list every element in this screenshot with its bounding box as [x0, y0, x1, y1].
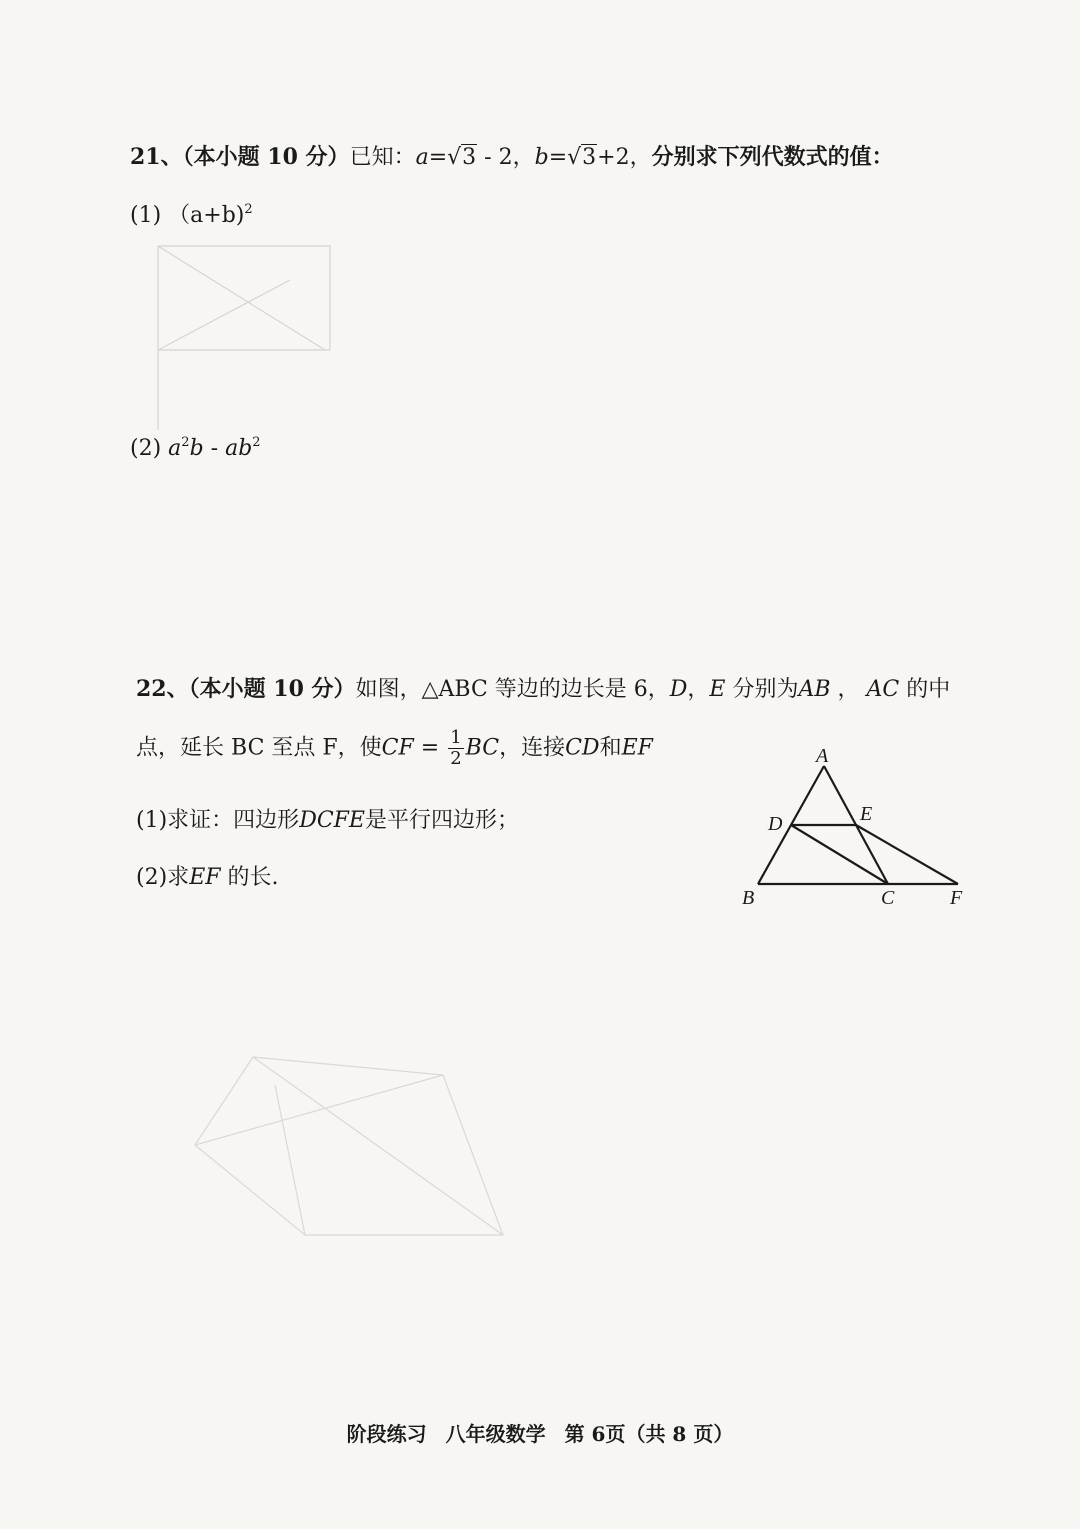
q21-minus2: - 2，	[477, 145, 535, 170]
label-A: A	[816, 745, 829, 767]
q22-part2-text: 求	[167, 865, 190, 890]
q22-line1-sep: ，	[830, 677, 867, 702]
q21-part2-minus: -	[203, 436, 226, 461]
label-F: F	[950, 887, 963, 909]
q22-line1-mid: 分别为	[725, 677, 799, 702]
q22-D: D	[669, 677, 688, 702]
q21-a: a	[415, 145, 429, 170]
q21-plus2: +2，	[597, 145, 652, 170]
q22-line1-text: 如图，△ABC 等边的边长是 6，	[355, 677, 670, 702]
footer-page: 第 6页（共 8 页）	[564, 1422, 734, 1446]
q22-fraction	[448, 728, 463, 769]
q21-eq1: =	[428, 145, 448, 170]
q22-number: 22、	[136, 676, 189, 702]
q21-sqrt-b	[567, 145, 597, 170]
fraction-numerator: 1	[450, 727, 462, 748]
sqrt-radicand: 3	[462, 145, 477, 170]
q22-part1-end: 是平行四边形；	[364, 808, 519, 833]
q21-b: b	[534, 145, 549, 170]
q21-part2-exp2: 2	[252, 435, 261, 450]
q21-header	[130, 140, 894, 171]
q22-part1	[136, 803, 519, 834]
q21-part2-exp1: 2	[181, 435, 190, 450]
q22-AB: AB	[798, 677, 831, 702]
q21-part2-ab: ab	[225, 436, 253, 461]
q22-BC: BC	[465, 735, 500, 761]
q21-part1-expr: （a+b)	[168, 203, 245, 228]
label-B: B	[742, 887, 755, 909]
q21-tail: 分别求下列代数式的值：	[651, 144, 894, 170]
q21-part1-label: (1)	[130, 203, 162, 228]
bleed-through-rectangle	[150, 240, 350, 440]
q21-part1-exp: 2	[244, 202, 253, 217]
q21-points: （本小题 10 分）	[182, 144, 350, 170]
q22-part2	[136, 860, 279, 891]
q22-EF: EF	[621, 735, 653, 761]
q21-number: 21、	[130, 144, 183, 170]
q21-part2-label: (2)	[130, 436, 162, 461]
q22-line2: 点，延长 BC 至点 F，使CF = $\frac{1}{2}$ BC，连接CD和EF	[136, 727, 653, 769]
bleed-through-parallelogram	[185, 1045, 525, 1245]
footer-grade: 八年级数学	[445, 1422, 546, 1446]
label-E: E	[860, 803, 873, 825]
q22-DCFE: DCFE	[299, 808, 365, 833]
triangle-figure	[730, 740, 980, 920]
q21-part1	[130, 198, 253, 229]
page-footer	[0, 1418, 1080, 1447]
q22-comma: ，	[687, 677, 710, 702]
sqrt-sign: √	[447, 145, 462, 170]
q22-part1-text: 求证：四边形	[167, 808, 300, 833]
q21-sqrt-a	[447, 145, 477, 170]
q22-part2-end: 的长.	[220, 865, 279, 890]
q22-part2-label: (2)	[136, 865, 168, 890]
q22-part2-ef: EF	[189, 865, 221, 890]
q22-AC: AC	[866, 677, 900, 702]
fraction-denominator: 2	[450, 748, 462, 769]
q21-part2-a: a	[168, 436, 182, 461]
sqrt-sign: √	[567, 145, 582, 170]
q22-line1	[136, 672, 950, 703]
q22-CF: CF	[381, 735, 414, 761]
q21-given: 已知：	[349, 145, 416, 170]
q22-part1-label: (1)	[136, 808, 168, 833]
q22-E: E	[709, 677, 726, 702]
q21-part2-b: b	[189, 436, 204, 461]
q21-eq2: =	[548, 145, 568, 170]
footer-course: 阶段练习	[346, 1422, 427, 1446]
q22-CD: CD	[565, 735, 600, 761]
q22-line2-end: ，连接	[499, 735, 566, 761]
label-C: C	[881, 887, 895, 909]
label-D: D	[768, 813, 783, 835]
q22-and: 和	[599, 735, 622, 761]
sqrt-radicand: 3	[582, 145, 597, 170]
q22-line2-start: 点，延长 BC 至点 F，使	[136, 735, 382, 761]
q22-points: （本小题 10 分）	[188, 676, 356, 702]
q22-line1-end: 的中	[899, 677, 951, 702]
